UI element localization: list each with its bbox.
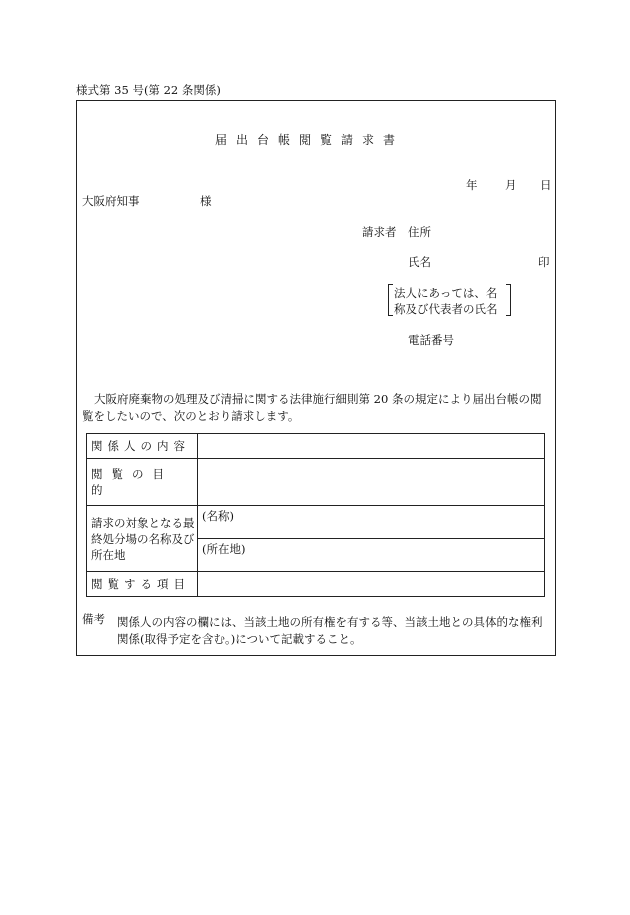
seal-mark: 印 xyxy=(538,255,550,269)
date-month: 月 xyxy=(505,178,517,192)
corporate-note: 法人にあっては、名称及び代表者の氏名 xyxy=(394,286,498,316)
field-purpose[interactable] xyxy=(198,458,545,506)
field-site-location[interactable]: (所在地) xyxy=(198,539,545,572)
field-site-name[interactable]: (名称) xyxy=(198,506,545,539)
remarks-text: 関係人の内容の欄には、当該土地の所有権を有する等、当該土地との具体的な権利関係(取得予定を含む。)について記載すること。 xyxy=(117,615,543,646)
phone-label: 電話番号 xyxy=(408,333,454,347)
date-year: 年 xyxy=(466,178,478,192)
form-number: 様式第 35 号(第 22 条関係) xyxy=(76,83,221,97)
row-label-related-party: 関係人の内容 xyxy=(87,434,198,459)
request-statement: 大阪府廃棄物の処理及び清掃に関する法律施行細則第 20 条の規定により届出台帳の閲覧をしたいので、次のとおり請求します。 xyxy=(82,392,542,423)
address-label: 住所 xyxy=(408,225,431,239)
requester-label: 請求者 xyxy=(362,225,397,239)
remarks-heading: 備考 xyxy=(82,612,105,626)
row-label-items: 閲覧する項目 xyxy=(87,572,198,597)
detail-table xyxy=(86,433,545,597)
date-day: 日 xyxy=(540,178,552,192)
field-related-party[interactable] xyxy=(198,434,545,459)
table-row xyxy=(87,458,545,506)
table-row xyxy=(87,434,545,459)
addressee-governor: 大阪府知事 xyxy=(82,194,140,208)
addressee-sama: 様 xyxy=(200,194,212,208)
name-label: 氏名 xyxy=(408,255,431,269)
field-items[interactable] xyxy=(198,572,545,597)
table-row xyxy=(87,572,545,597)
row-label-target-site: 請求の対象となる最終処分場の名称及び所在地 xyxy=(87,506,198,572)
row-label-purpose: 閲覧の目的 xyxy=(87,458,198,506)
bracket-right xyxy=(506,284,511,316)
form-title: 届出台帳閲覧請求書 xyxy=(215,133,405,147)
table-row xyxy=(87,506,545,539)
bracket-left xyxy=(388,284,393,316)
